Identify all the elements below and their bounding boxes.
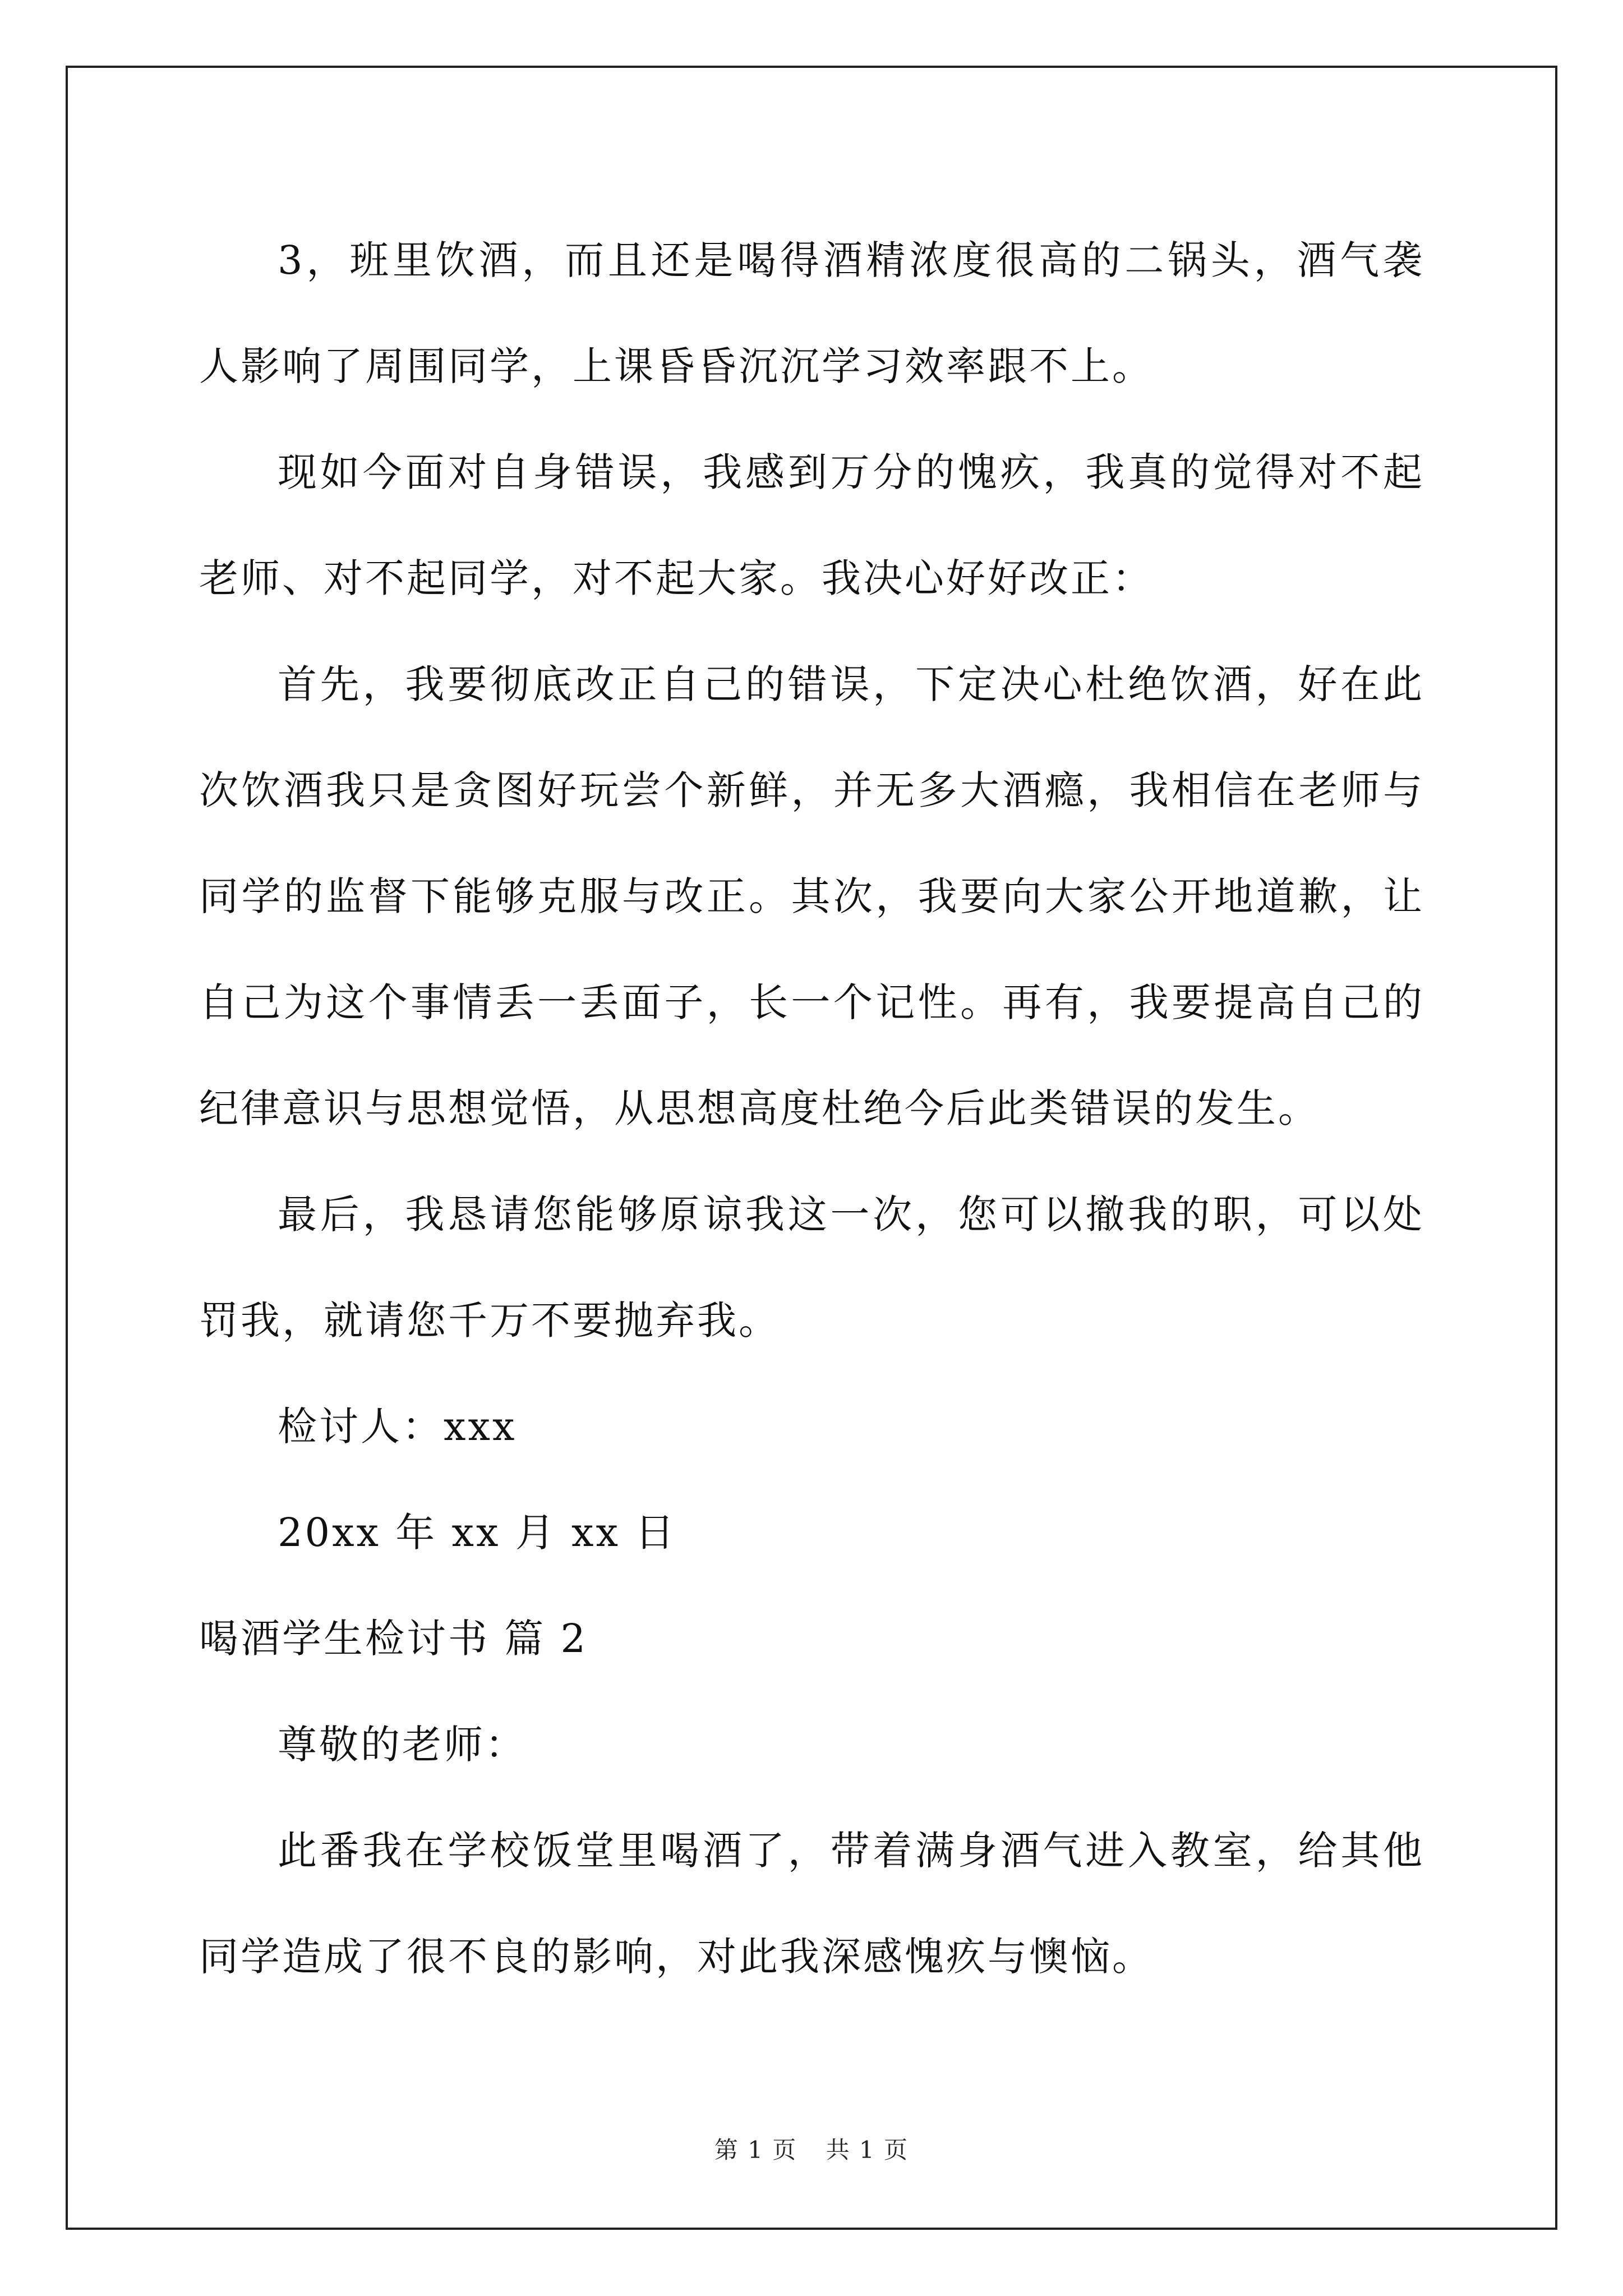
- date-line: 20xx 年 xx 月 xx 日: [278, 1510, 677, 1556]
- salutation: 尊敬的老师：: [278, 1722, 527, 1768]
- page-number: 第 1 页: [714, 2136, 797, 2164]
- paragraph-4: 最后，我恳请您能够原谅我这一次，您可以撤我的职，可以处罚我，就请您千万不要抛弃我。: [199, 1191, 1424, 1343]
- paragraph-5: 此番我在学校饭堂里喝酒了，带着满身酒气进入教室，给其他同学造成了很不良的影响，对此我深感愧疚与懊恼。: [199, 1828, 1424, 1980]
- page-total: 共 1 页: [826, 2136, 909, 2164]
- paragraph-1: 3，班里饮酒，而且还是喝得酒精浓度很高的二锅头，酒气袭人影响了周围同学，上课昏昏沉沉学习效率跟不上。: [199, 237, 1424, 389]
- page-footer: [0, 2132, 1623, 2165]
- document-body: [199, 208, 1424, 2010]
- section-heading: 喝酒学生检讨书 篇 2: [199, 1616, 588, 1662]
- paragraph-3: 首先，我要彻底改正自己的错误，下定决心杜绝饮酒，好在此次饮酒我只是贪图好玩尝个新鲜，并无多大酒瘾，我相信在老师与同学的监督下能够克服与改正。其次，我要向大家公开地道歉，让自己为这个事情丢一丢面子，长一个记性。再有，我要提高自己的纪律意识与思想觉悟，从思想高度杜绝今后此类错误的发生。: [199, 661, 1424, 1131]
- signature-line: 检讨人：xxx: [278, 1404, 517, 1450]
- paragraph-2: 现如今面对自身错误，我感到万分的愧疚，我真的觉得对不起老师、对不起同学，对不起大家。我决心好好改正：: [199, 449, 1424, 601]
